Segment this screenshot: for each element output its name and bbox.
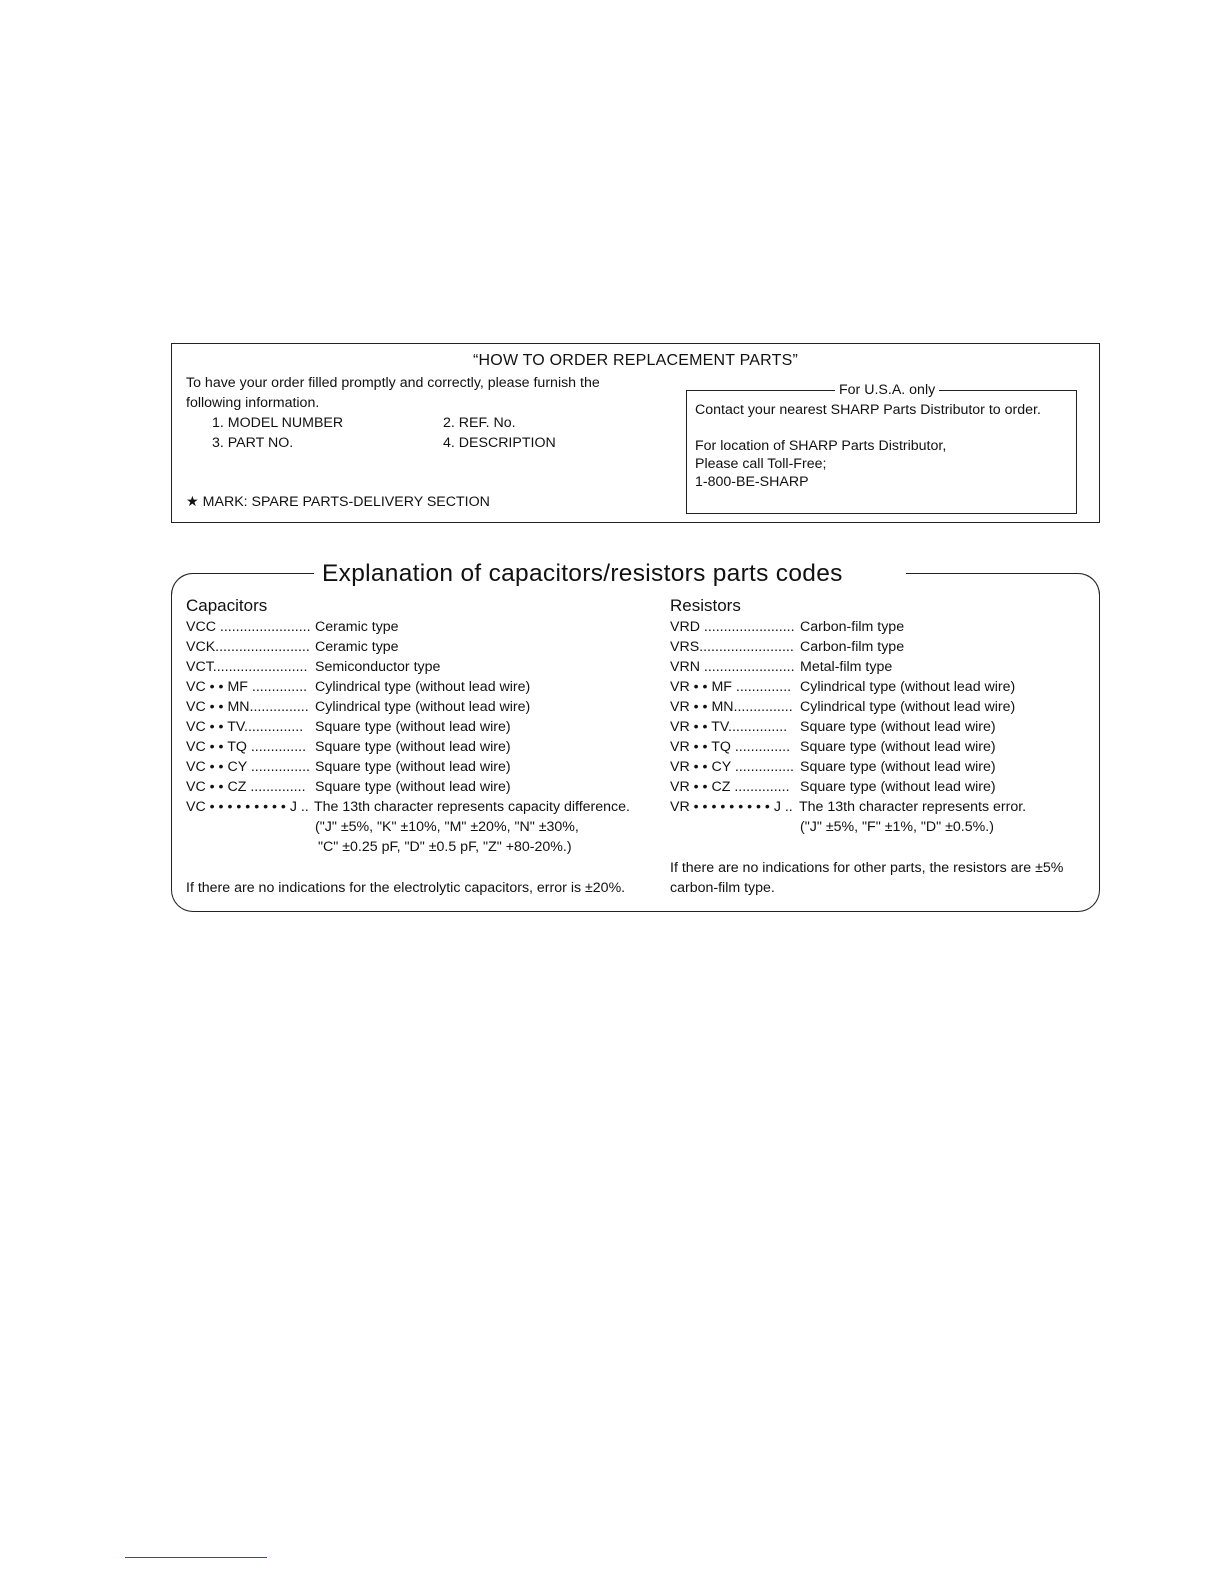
- resistor-code: VRS........................: [670, 639, 794, 655]
- resistor-desc: Square type (without lead wire): [800, 719, 996, 735]
- capacitor-desc: Ceramic type: [315, 619, 399, 635]
- capacitors-heading: Capacitors: [186, 596, 268, 615]
- resistor-desc: Carbon-film type: [800, 639, 905, 655]
- usa-contact-line: Contact your nearest SHARP Parts Distributor to order.: [695, 402, 1041, 418]
- capacitor-tolerance-codes-2: "C" ±0.25 pF, "D" ±0.5 pF, "Z" +80-20%.): [318, 839, 572, 855]
- usa-phone-number: 1-800-BE-SHARP: [695, 474, 809, 490]
- order-item-ref-no: 2. REF. No.: [443, 415, 516, 431]
- capacitor-desc: Square type (without lead wire): [315, 739, 511, 755]
- capacitor-desc: Cylindrical type (without lead wire): [315, 699, 531, 715]
- resistor-code: VR • • TV...............: [670, 719, 788, 735]
- capacitor-desc: Square type (without lead wire): [315, 779, 511, 795]
- order-item-model-number: 1. MODEL NUMBER: [212, 415, 344, 431]
- resistor-desc: Square type (without lead wire): [800, 739, 996, 755]
- order-info-box: [171, 343, 1100, 523]
- capacitor-code: VC • • CY ...............: [186, 759, 310, 775]
- resistor-note-line1: If there are no indications for other parts, the resistors are ±5%: [670, 860, 1064, 876]
- usa-only-box: [686, 382, 1077, 514]
- resistor-code: VR • • CY ...............: [670, 759, 794, 775]
- box-top-border-right: [906, 573, 1100, 595]
- resistors-heading: Resistors: [670, 596, 741, 615]
- capacitor-code: VCK........................: [186, 639, 310, 655]
- usa-location-line: For location of SHARP Parts Distributor,: [695, 438, 947, 454]
- box-top-border-left: [171, 573, 314, 595]
- order-intro-line2: following information.: [186, 395, 320, 411]
- order-intro-line1: To have your order filled promptly and correctly, please furnish the: [186, 375, 600, 391]
- resistor-desc: Cylindrical type (without lead wire): [800, 679, 1016, 695]
- capacitor-desc: Cylindrical type (without lead wire): [315, 679, 531, 695]
- order-item-part-no: 3. PART NO.: [212, 435, 294, 451]
- order-item-description: 4. DESCRIPTION: [443, 435, 556, 451]
- resistor-note-line2: carbon-film type.: [670, 880, 775, 896]
- capacitor-note: If there are no indications for the electrolytic capacitors, error is ±20%.: [186, 880, 626, 896]
- capacitor-desc: The 13th character represents capacity difference.: [314, 799, 630, 815]
- resistor-code: VRD .......................: [670, 619, 795, 635]
- capacitor-code: VC • • TV...............: [186, 719, 304, 735]
- resistor-desc: The 13th character represents error.: [799, 799, 1027, 815]
- resistor-code: VRN .......................: [670, 659, 795, 675]
- capacitor-code: VC • • MF ..............: [186, 679, 308, 695]
- capacitor-tolerance-codes-1: ("J" ±5%, "K" ±10%, "M" ±20%, "N" ±30%,: [315, 819, 579, 835]
- resistor-desc: Cylindrical type (without lead wire): [800, 699, 1016, 715]
- capacitor-desc: Semiconductor type: [315, 659, 441, 675]
- resistor-code: VR • • MF ..............: [670, 679, 792, 695]
- capacitor-code: VC • • CZ ..............: [186, 779, 306, 795]
- resistor-desc: Square type (without lead wire): [800, 779, 996, 795]
- order-title: “HOW TO ORDER REPLACEMENT PARTS”: [473, 352, 798, 369]
- capacitor-desc: Ceramic type: [315, 639, 399, 655]
- resistor-tolerance-codes: ("J" ±5%, "F" ±1%, "D" ±0.5%.): [800, 819, 994, 835]
- resistor-code: VR • • • • • • • • • J ..: [670, 799, 793, 815]
- capacitor-code: VC • • • • • • • • • J ..: [186, 799, 309, 815]
- capacitor-code: VC • • MN...............: [186, 699, 309, 715]
- capacitor-desc: Square type (without lead wire): [315, 719, 511, 735]
- capacitor-code: VCT........................: [186, 659, 308, 675]
- resistor-desc: Carbon-film type: [800, 619, 905, 635]
- resistor-desc: Metal-film type: [800, 659, 893, 675]
- resistor-code: VR • • MN...............: [670, 699, 793, 715]
- usa-only-legend: For U.S.A. only: [835, 382, 939, 398]
- resistor-desc: Square type (without lead wire): [800, 759, 996, 775]
- capacitor-code: VCC .......................: [186, 619, 311, 635]
- explanation-title: Explanation of capacitors/resistors parts codes: [322, 560, 843, 587]
- usa-call-line: Please call Toll-Free;: [695, 456, 827, 472]
- resistor-code: VR • • CZ ..............: [670, 779, 790, 795]
- resistor-code: VR • • TQ ..............: [670, 739, 791, 755]
- footer-rule: [125, 1557, 267, 1558]
- capacitor-desc: Square type (without lead wire): [315, 759, 511, 775]
- spare-parts-mark-note: ★ MARK: SPARE PARTS-DELIVERY SECTION: [186, 494, 490, 510]
- capacitor-code: VC • • TQ ..............: [186, 739, 307, 755]
